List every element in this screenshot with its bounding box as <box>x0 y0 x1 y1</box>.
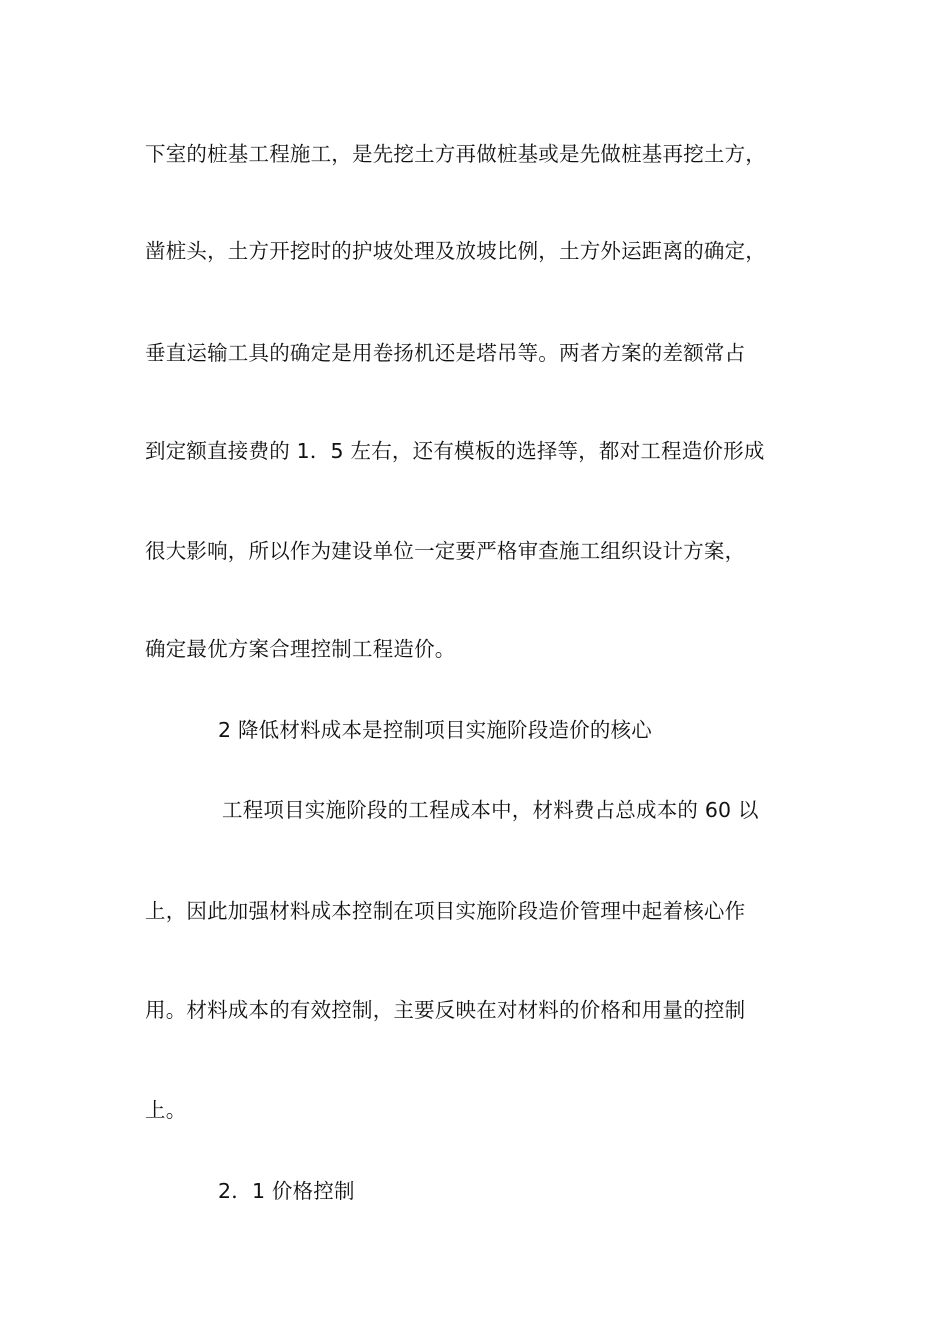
paragraph-line: 很大影响，所以作为建设单位一定要严格审查施工组织设计方案， <box>145 539 746 563</box>
paragraph-line: 垂直运输工具的确定是用卷扬机还是塔吊等。两者方案的差额常占 <box>145 341 746 365</box>
paragraph-line: 确定最优方案合理控制工程造价。 <box>145 637 456 661</box>
section-heading: 2 降低材料成本是控制项目实施阶段造价的核心 <box>218 718 652 742</box>
paragraph-line: 工程项目实施阶段的工程成本中，材料费占总成本的 60 以 <box>222 798 759 822</box>
paragraph-line: 凿桩头，土方开挖时的护坡处理及放坡比例，土方外运距离的确定， <box>145 239 766 263</box>
paragraph-line: 到定额直接费的 1．5 左右，还有模板的选择等，都对工程造价形成 <box>145 439 765 463</box>
paragraph-line: 上。 <box>145 1098 187 1122</box>
subsection-heading: 2．1 价格控制 <box>218 1179 355 1203</box>
paragraph-line: 上，因此加强材料成本控制在项目实施阶段造价管理中起着核心作 <box>145 899 746 923</box>
paragraph-line: 下室的桩基工程施工，是先挖土方再做桩基或是先做桩基再挖土方， <box>145 142 766 166</box>
paragraph-line: 用。材料成本的有效控制，主要反映在对材料的价格和用量的控制 <box>145 998 746 1022</box>
